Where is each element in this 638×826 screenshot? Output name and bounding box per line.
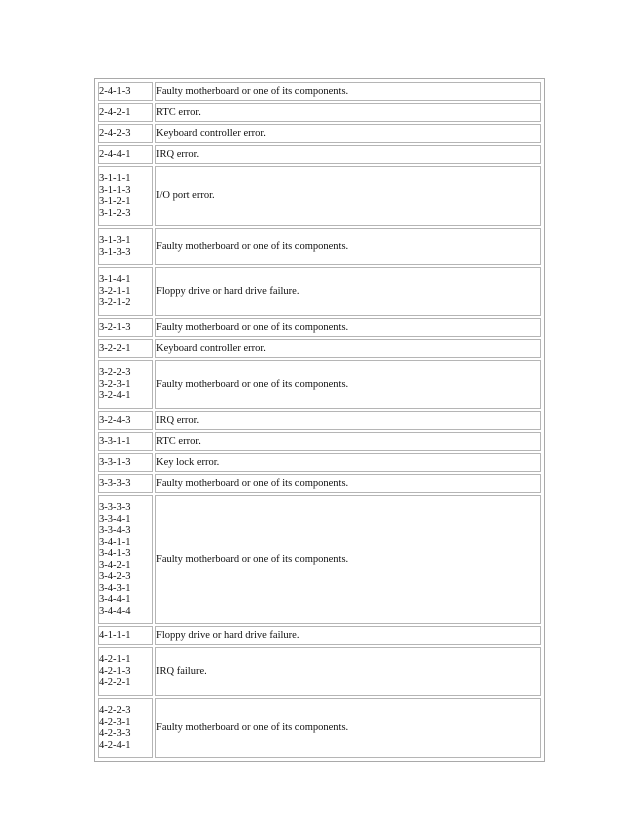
beep-code: 2-4-2-3: [99, 127, 131, 139]
table-row: [98, 103, 541, 122]
beep-code-cell: [98, 474, 153, 493]
table-row: [98, 474, 541, 493]
beep-code-cell: [98, 360, 153, 409]
beep-code: 3-2-1-2: [99, 297, 131, 309]
error-description: Key lock error.: [155, 453, 541, 472]
beep-code: 3-3-1-3: [99, 456, 131, 468]
beep-code: 3-2-4-3: [99, 414, 131, 426]
beep-code: 3-2-2-1: [99, 342, 131, 354]
beep-code: 3-3-4-1: [99, 513, 131, 525]
beep-code-cell: [98, 698, 153, 758]
beep-code-cell: [98, 82, 153, 101]
beep-code: 4-2-3-3: [99, 728, 131, 739]
table-row: [98, 145, 541, 164]
beep-code: 4-2-4-1: [99, 739, 131, 751]
beep-code: 3-3-3-3: [99, 477, 131, 489]
table-body: [98, 82, 541, 758]
beep-code: 2-4-1-3: [99, 85, 131, 97]
error-description: Faulty motherboard or one of its components.: [155, 228, 541, 265]
table-row: [98, 495, 541, 624]
beep-code-table: [96, 80, 543, 760]
beep-code-cell: [98, 166, 153, 226]
beep-code: 3-1-3-3: [99, 246, 131, 258]
beep-code: 3-2-1-1: [99, 285, 131, 297]
beep-code: 3-1-2-1: [99, 196, 131, 207]
error-description: Faulty motherboard or one of its components.: [155, 698, 541, 758]
beep-code: 4-2-1-3: [99, 665, 131, 677]
error-description: IRQ error.: [155, 411, 541, 430]
beep-code-cell: [98, 453, 153, 472]
table-row: [98, 432, 541, 451]
beep-code-cell: [98, 124, 153, 143]
beep-code: 3-4-4-1: [99, 594, 131, 605]
beep-code: 3-1-4-1: [99, 274, 131, 286]
beep-code: 3-3-3-3: [99, 502, 131, 513]
beep-code: 3-1-1-3: [99, 184, 131, 196]
error-description: Floppy drive or hard drive failure.: [155, 626, 541, 645]
beep-code: 3-4-1-3: [99, 548, 131, 559]
beep-code: 3-2-1-3: [99, 321, 131, 333]
beep-code-cell: [98, 318, 153, 337]
error-description: Keyboard controller error.: [155, 339, 541, 358]
beep-code: 3-4-2-3: [99, 571, 131, 582]
beep-code: 3-2-4-1: [99, 390, 131, 402]
beep-code-table-frame: [94, 78, 545, 762]
beep-code: 4-2-2-1: [99, 677, 131, 689]
beep-code: 4-1-1-1: [99, 629, 131, 641]
beep-code: 4-2-3-1: [99, 716, 131, 728]
table-row: [98, 166, 541, 226]
table-row: [98, 626, 541, 645]
beep-code: 4-2-1-1: [99, 654, 131, 666]
beep-code-cell: [98, 626, 153, 645]
error-description: RTC error.: [155, 432, 541, 451]
beep-code: 3-4-1-1: [99, 536, 131, 548]
beep-code: 3-3-1-1: [99, 435, 131, 447]
beep-code: 3-1-3-1: [99, 235, 131, 246]
beep-code-cell: [98, 432, 153, 451]
beep-code-cell: [98, 103, 153, 122]
error-description: Faulty motherboard or one of its components.: [155, 360, 541, 409]
beep-code-cell: [98, 411, 153, 430]
beep-code: 3-4-2-1: [99, 559, 131, 571]
error-description: IRQ error.: [155, 145, 541, 164]
beep-code: 3-2-2-3: [99, 367, 131, 379]
beep-code-cell: [98, 339, 153, 358]
error-description: Faulty motherboard or one of its components.: [155, 495, 541, 624]
beep-code: 4-2-2-3: [99, 705, 131, 716]
error-description: Faulty motherboard or one of its components.: [155, 82, 541, 101]
table-row: [98, 124, 541, 143]
beep-code: 3-3-4-3: [99, 525, 131, 536]
table-row: [98, 360, 541, 409]
beep-code: 3-4-4-4: [99, 605, 131, 617]
beep-code: 2-4-2-1: [99, 106, 131, 118]
beep-code: 2-4-4-1: [99, 148, 131, 160]
beep-code-cell: [98, 267, 153, 316]
table-row: [98, 82, 541, 101]
table-row: [98, 339, 541, 358]
table-row: [98, 267, 541, 316]
beep-code-cell: [98, 495, 153, 624]
error-description: Faulty motherboard or one of its components.: [155, 474, 541, 493]
beep-code: 3-1-2-3: [99, 207, 131, 219]
error-description: Faulty motherboard or one of its components.: [155, 318, 541, 337]
error-description: Floppy drive or hard drive failure.: [155, 267, 541, 316]
error-description: IRQ failure.: [155, 647, 541, 696]
beep-code-cell: [98, 228, 153, 265]
table-row: [98, 453, 541, 472]
beep-code: 3-1-1-1: [99, 173, 131, 184]
beep-code-cell: [98, 647, 153, 696]
table-row: [98, 411, 541, 430]
beep-code: 3-4-3-1: [99, 582, 131, 594]
table-row: [98, 318, 541, 337]
error-description: Keyboard controller error.: [155, 124, 541, 143]
beep-code-cell: [98, 145, 153, 164]
error-description: RTC error.: [155, 103, 541, 122]
table-row: [98, 228, 541, 265]
beep-code: 3-2-3-1: [99, 378, 131, 390]
error-description: I/O port error.: [155, 166, 541, 226]
table-row: [98, 647, 541, 696]
table-row: [98, 698, 541, 758]
